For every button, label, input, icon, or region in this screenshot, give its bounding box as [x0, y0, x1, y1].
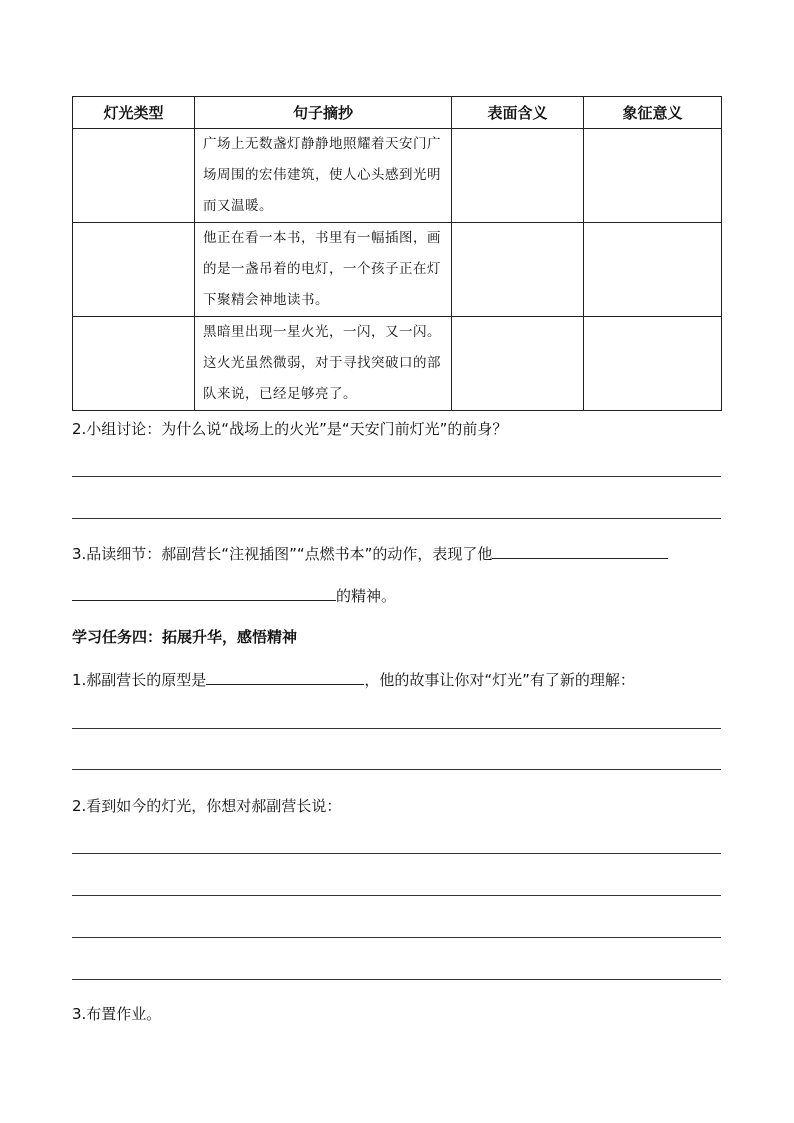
answer-line[interactable] [72, 728, 721, 729]
discussion-question: 2.小组讨论：为什么说“战场上的火光”是“天安门前灯光”的前身？ [72, 420, 508, 438]
header-surface-meaning: 表面含义 [452, 97, 584, 129]
detail-reading-question-cont [72, 584, 396, 606]
answer-line[interactable] [72, 476, 721, 477]
lamp-analysis-table [72, 96, 722, 411]
message-question: 2.看到如今的灯光，你想对郝副营长说： [72, 797, 342, 815]
table-row [73, 317, 722, 411]
header-sentence-excerpt: 句子摘抄 [195, 97, 452, 129]
prototype-question-text: 1.郝副营长的原型是 [72, 671, 207, 689]
sentence-cell: 黑暗里出现一星火光，一闪，又一闪。这火光虽然微弱，对于寻找突破口的部队来说，已经足够亮了。 [195, 317, 452, 411]
sentence-cell: 广场上无数盏灯静静地照耀着天安门广场周围的宏伟建筑，使人心头感到光明而又温暖。 [195, 129, 452, 223]
surface-meaning-cell[interactable] [452, 129, 584, 223]
homework-item: 3.布置作业。 [72, 1005, 162, 1023]
answer-line[interactable] [72, 518, 721, 519]
prototype-question [72, 668, 635, 690]
prototype-question-suffix: ，他的故事让你对“灯光”有了新的理解： [364, 671, 635, 689]
lamp-type-cell[interactable] [73, 317, 195, 411]
symbolic-meaning-cell[interactable] [584, 317, 722, 411]
table-row [73, 223, 722, 317]
header-lamp-type: 灯光类型 [73, 97, 195, 129]
answer-line[interactable] [72, 979, 721, 980]
detail-question-suffix: 的精神。 [336, 587, 397, 605]
answer-line[interactable] [72, 937, 721, 938]
lamp-type-cell[interactable] [73, 129, 195, 223]
task4-heading: 学习任务四：拓展升华，感悟精神 [72, 628, 298, 646]
answer-line[interactable] [72, 853, 721, 854]
surface-meaning-cell[interactable] [452, 317, 584, 411]
detail-reading-question [72, 542, 668, 564]
prototype-blank[interactable] [206, 668, 364, 685]
sentence-cell: 他正在看一本书，书里有一幅插图，画的是一盏吊着的电灯，一个孩子正在灯下聚精会神地读书。 [195, 223, 452, 317]
header-symbolic-meaning: 象征意义 [584, 97, 722, 129]
spirit-blank-1[interactable] [492, 542, 668, 559]
surface-meaning-cell[interactable] [452, 223, 584, 317]
lamp-type-cell[interactable] [73, 223, 195, 317]
spirit-blank-2[interactable] [72, 584, 336, 601]
table-row [73, 129, 722, 223]
symbolic-meaning-cell[interactable] [584, 129, 722, 223]
table-header-row [73, 97, 722, 129]
answer-line[interactable] [72, 895, 721, 896]
symbolic-meaning-cell[interactable] [584, 223, 722, 317]
answer-line[interactable] [72, 769, 721, 770]
detail-question-text: 3.品读细节：郝副营长“注视插图”“点燃书本”的动作，表现了他 [72, 545, 493, 563]
